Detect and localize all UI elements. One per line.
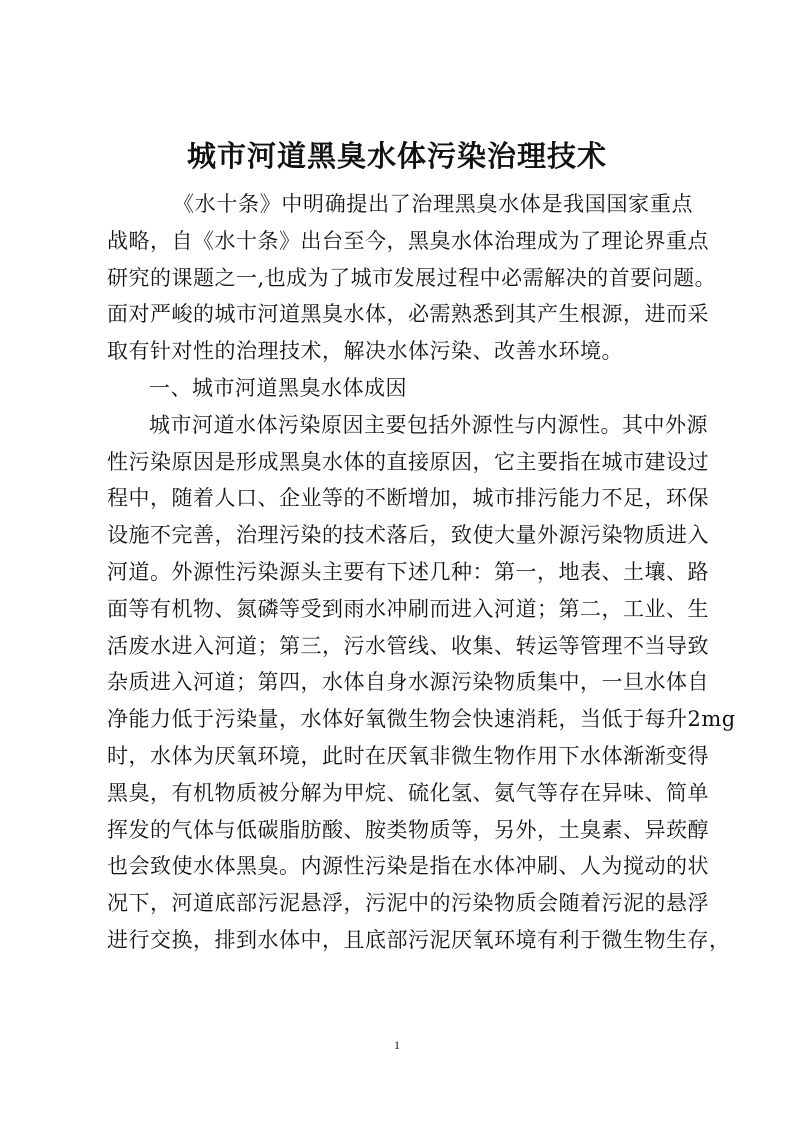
paragraph-line: 面等有机物、氮磷等受到雨水冲刷而进入河道；第二，工业、生 [107,596,709,621]
document-body [107,186,736,959]
paragraph-line: 时，水体为厌氧环境，此时在厌氧非微生物作用下水体渐渐变得 [107,743,709,768]
paragraph-line: 活废水进入河道；第三，污水管线、收集、转运等管理不当导致 [107,633,709,658]
paragraph-line: 河道。外源性污染源头主要有下述几种：第一，地表、土壤、路 [107,559,709,584]
paragraph-line: 黑臭，有机物质被分解为甲烷、硫化氢、氨气等存在异味、简单 [107,780,709,805]
paragraph-line: 杂质进入河道；第四，水体自身水源污染物质集中，一旦水体自 [107,670,709,695]
paragraph-line: 挥发的气体与低碳脂肪酸、胺类物质等，另外，土臭素、异莰醇 [107,817,709,842]
paragraph-line: 程中，随着人口、企业等的不断增加，城市排污能力不足，环保 [107,486,709,511]
paragraph-line: 净能力低于污染量，水体好氧微生物会快速消耗，当低于每升2mg [107,707,736,732]
document-title: 城市河道黑臭水体污染治理技术 [186,139,607,173]
paragraph-line: 况下，河道底部污泥悬浮，污泥中的污染物质会随着污泥的悬浮 [107,891,709,916]
paragraph-line: 面对严峻的城市河道黑臭水体，必需熟悉到其产生根源，进而采 [107,302,709,327]
page-number: 1 [394,1038,400,1052]
paragraph-line: 进行交换，排到水体中，且底部污泥厌氧环境有利于微生物生存， [107,927,731,952]
paragraph-line: 研究的课题之一,也成为了城市发展过程中必需解决的首要问题。 [107,265,717,290]
paragraph-line: 取有针对性的治理技术，解决水体污染、改善水环境。 [107,339,623,364]
paragraph-line: 设施不完善，治理污染的技术落后，致使大量外源污染物质进入 [107,523,709,548]
section-heading: 一、城市河道黑臭水体成因 [149,375,407,400]
paragraph-line: 也会致使水体黑臭。内源性污染是指在水体冲刷、人为搅动的状 [107,854,709,879]
paragraph-line: 城市河道水体污染原因主要包括外源性与内源性。其中外源 [149,412,708,437]
paragraph-line: 战略，自《水十条》出台至今，黑臭水体治理成为了理论界重点 [107,228,709,253]
paragraph-line: 性污染原因是形成黑臭水体的直接原因，它主要指在城市建设过 [107,449,709,474]
paragraph-line: 《水十条》中明确提出了治理黑臭水体是我国国家重点 [173,192,693,216]
